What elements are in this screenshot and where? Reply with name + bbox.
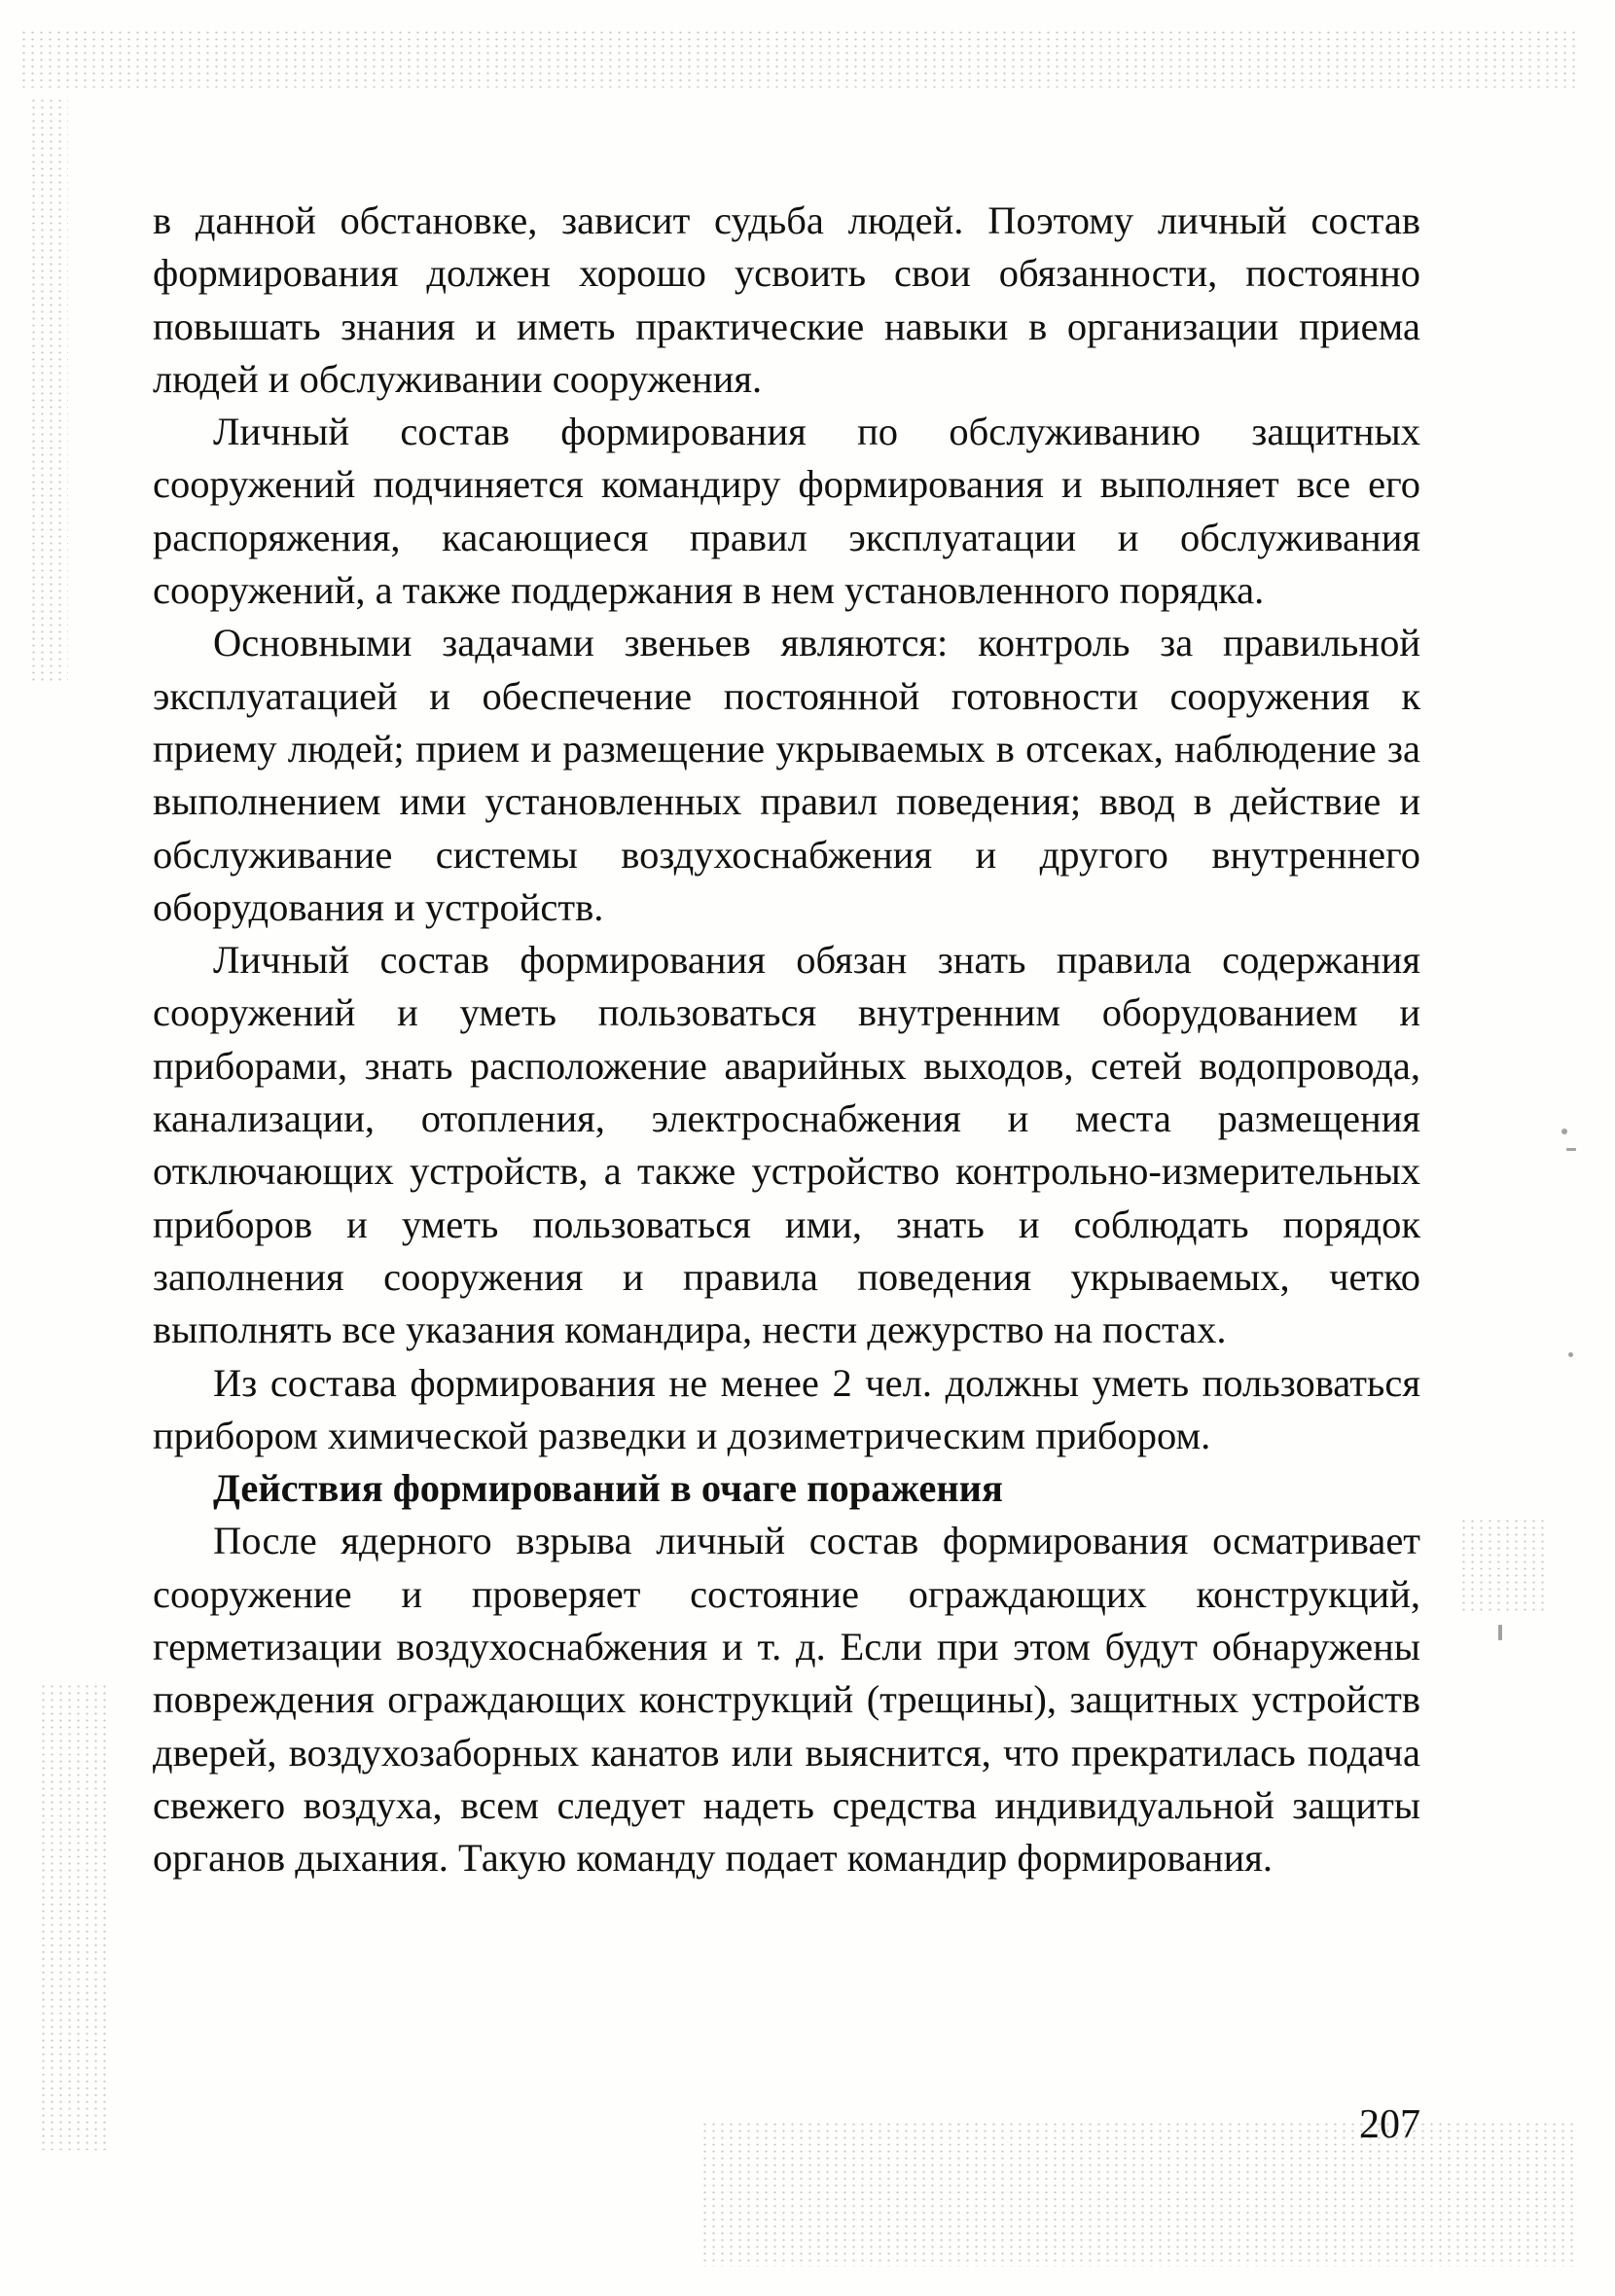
paragraph: Личный состав формирования по обслуживанию защитных сооружений подчиняется командиру формирования и выполняет все его распоряжения, касающиеся правил эксплуатации и обслуживания сооружений, а также поддержания в нем установленного порядка. bbox=[153, 410, 1420, 613]
paragraph: Из состава формирования не менее 2 чел. должны уметь пользоваться прибором химической разведки и дозиметрическим прибором. bbox=[153, 1360, 1420, 1457]
body-text bbox=[153, 195, 1420, 1885]
scan-speck bbox=[1498, 1625, 1502, 1640]
scan-noise-left bbox=[29, 97, 68, 681]
paragraph: Личный состав формирования обязан знать правила содержания сооружений и уметь пользоваться внутренним оборудованием и приборами, знать расположение аварийных выходов, сетей водопровода, канализации, отопления, электроснабжения и места размещения отключающих устройств, а также устройство контрольно-измерительных приборов и уметь пользоваться ими, знать и соблюдать порядок заполнения сооружения и правила поведения укрываемых, четко выполнять все указания командира, нести дежурство на постах. bbox=[153, 938, 1420, 1352]
section-heading: Действия формирований в очаге поражения bbox=[213, 1466, 1003, 1511]
scan-noise-top bbox=[19, 29, 1576, 88]
scan-noise-right bbox=[1459, 1518, 1547, 1615]
scan-noise-left-lower bbox=[39, 1683, 107, 2150]
paragraph: Основными задачами звеньев являются: контроль за правильной эксплуатацией и обеспечение постоянной готовности сооружения к приему людей; прием и размещение укрываемых в отсеках, наблюдение за выполнением ими установленных правил поведения; ввод в действие и обслуживание системы воздухоснабжения и другого внутреннего оборудования и устройств. bbox=[153, 621, 1420, 929]
scan-speck bbox=[1566, 1148, 1576, 1151]
scan-noise-bottom bbox=[700, 2121, 1576, 2267]
scan-speck bbox=[1561, 1129, 1567, 1134]
scan-speck bbox=[1568, 1352, 1573, 1357]
page-number: 207 bbox=[1359, 2102, 1420, 2147]
paragraph: в данной обстановке, зависит судьба людей. Поэтому личный состав формирования должен хорошо усвоить свои обязанности, постоянно повышать знания и иметь практические навыки в организации приема людей и обслуживании сооружения. bbox=[153, 198, 1420, 401]
paragraph: После ядерного взрыва личный состав формирования осматривает сооружение и проверяет состояние ограждающих конструкций, герметизации воздухоснабжения и т. д. Если при этом будут обнаружены повреждения ограждающих конструкций (трещины), защитных устройств дверей, воздухозаборных канатов или выяснится, что прекратилась подача свежего воздуха, всем следует надеть средства индивидуальной защиты органов дыхания. Такую команду подает командир формирования. bbox=[153, 1519, 1420, 1881]
